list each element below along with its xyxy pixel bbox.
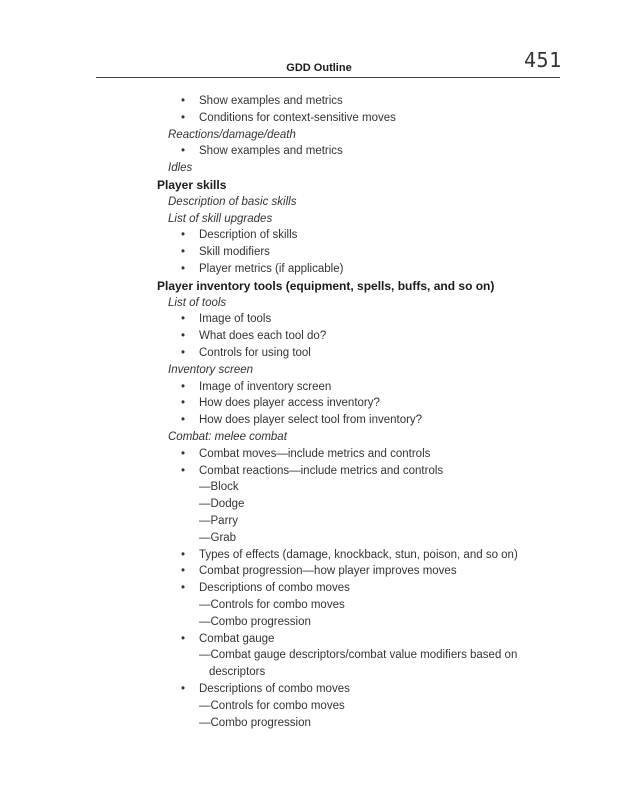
bullet-icon: •	[181, 313, 186, 326]
line-text: Description of basic skills	[168, 195, 297, 208]
subsection-label	[168, 295, 226, 311]
page-number: 451	[524, 48, 562, 72]
line-text: —Combo progression	[199, 716, 311, 729]
dash-item	[199, 647, 517, 663]
subsection-label	[168, 194, 296, 210]
dash-item	[199, 614, 311, 630]
line-text: Player metrics (if applicable)	[199, 263, 344, 275]
dash-item	[199, 698, 345, 714]
line-text: —Controls for combo moves	[199, 699, 345, 712]
bullet-icon: •	[181, 145, 186, 158]
bullet-icon: •	[181, 229, 186, 242]
bullet-icon: •	[181, 683, 186, 695]
line-text: Combat gauge	[199, 632, 275, 645]
bullet-icon: •	[181, 263, 186, 275]
line-text: Inventory screen	[168, 363, 254, 376]
bullet-item	[181, 395, 380, 411]
bullet-item	[181, 463, 444, 479]
line-text: —Combo progression	[199, 615, 311, 628]
line-text: Descriptions of combo moves	[199, 582, 350, 595]
bullet-item	[181, 547, 518, 563]
line-text: Description of skills	[199, 229, 298, 242]
line-text: Controls for using tool	[199, 347, 311, 359]
line-text: Reactions/damage/death	[168, 128, 296, 141]
page-header-title: GDD Outline	[286, 62, 352, 74]
bullet-item	[181, 227, 298, 243]
line-text: Show examples and metrics	[199, 95, 343, 107]
bullet-icon: •	[181, 464, 186, 477]
line-text: —Controls for combo moves	[199, 599, 345, 611]
bullet-item	[181, 563, 457, 579]
bullet-item	[181, 412, 423, 428]
section-heading	[157, 278, 494, 294]
header-rule	[96, 77, 560, 78]
continuation-line	[209, 664, 265, 680]
dash-item	[199, 496, 244, 512]
line-text: Combat: melee combat	[168, 431, 287, 443]
bullet-icon: •	[181, 582, 186, 595]
bullet-icon: •	[181, 447, 186, 460]
bullet-icon: •	[181, 95, 186, 107]
line-text: Combat moves—include metrics and controls	[199, 447, 431, 460]
dash-item	[199, 530, 236, 546]
line-text: List of skill upgrades	[168, 212, 273, 225]
line-text: How does player access inventory?	[199, 397, 380, 410]
bullet-item	[181, 143, 343, 159]
bullet-icon: •	[181, 111, 186, 124]
line-text: —Combat gauge descriptors/combat value modifiers based on	[199, 649, 518, 662]
line-text: Combat progression—how player improves moves	[199, 565, 457, 578]
line-text: Player inventory tools (equipment, spells, buffs, and so on)	[157, 278, 495, 293]
bullet-item	[181, 244, 270, 260]
bullet-icon: •	[181, 380, 186, 393]
line-text: —Parry	[199, 515, 238, 527]
line-text: How does player select tool from inventory?	[199, 414, 423, 427]
line-text: Combat reactions—include metrics and controls	[199, 464, 444, 477]
bullet-item	[181, 631, 275, 647]
bullet-item	[181, 328, 327, 344]
line-text: Descriptions of combo moves	[199, 683, 350, 695]
line-text: Conditions for context-sensitive moves	[199, 111, 396, 124]
line-text: Image of tools	[199, 313, 272, 326]
dash-item	[199, 479, 239, 495]
line-text: —Dodge	[199, 498, 245, 511]
line-text: List of tools	[168, 296, 227, 309]
line-text: Types of effects (damage, knockback, stun, poison, and so on)	[199, 548, 518, 561]
subsection-label	[168, 211, 272, 227]
line-text: —Block	[199, 481, 239, 494]
bullet-item	[181, 110, 396, 126]
bullet-item	[181, 580, 350, 596]
bullet-item	[181, 93, 343, 109]
line-text: What does each tool do?	[199, 330, 327, 343]
bullet-icon: •	[181, 414, 186, 427]
subsection-label	[168, 362, 253, 378]
line-text: Idles	[168, 162, 193, 175]
bullet-item	[181, 379, 332, 395]
line-text: Show examples and metrics	[199, 145, 343, 158]
line-text: Image of inventory screen	[199, 380, 332, 393]
bullet-icon: •	[181, 565, 186, 578]
subsection-label	[168, 429, 287, 445]
bullet-icon: •	[181, 397, 186, 410]
line-text: Player skills	[157, 178, 227, 192]
bullet-icon: •	[181, 330, 186, 343]
subsection-label	[168, 160, 192, 176]
bullet-item	[181, 345, 311, 361]
bullet-icon: •	[181, 246, 186, 259]
bullet-icon: •	[181, 632, 186, 645]
line-text: —Grab	[199, 531, 237, 544]
bullet-item	[181, 261, 344, 277]
bullet-item	[181, 681, 350, 697]
bullet-icon: •	[181, 347, 186, 359]
bullet-item	[181, 446, 431, 462]
line-text: Skill modifiers	[199, 246, 270, 259]
dash-item	[199, 597, 345, 613]
dash-item	[199, 513, 238, 529]
subsection-label	[168, 127, 296, 143]
bullet-item	[181, 311, 272, 327]
dash-item	[199, 715, 311, 731]
bullet-icon: •	[181, 548, 186, 561]
line-text: descriptors	[209, 666, 266, 679]
section-heading	[157, 177, 226, 193]
